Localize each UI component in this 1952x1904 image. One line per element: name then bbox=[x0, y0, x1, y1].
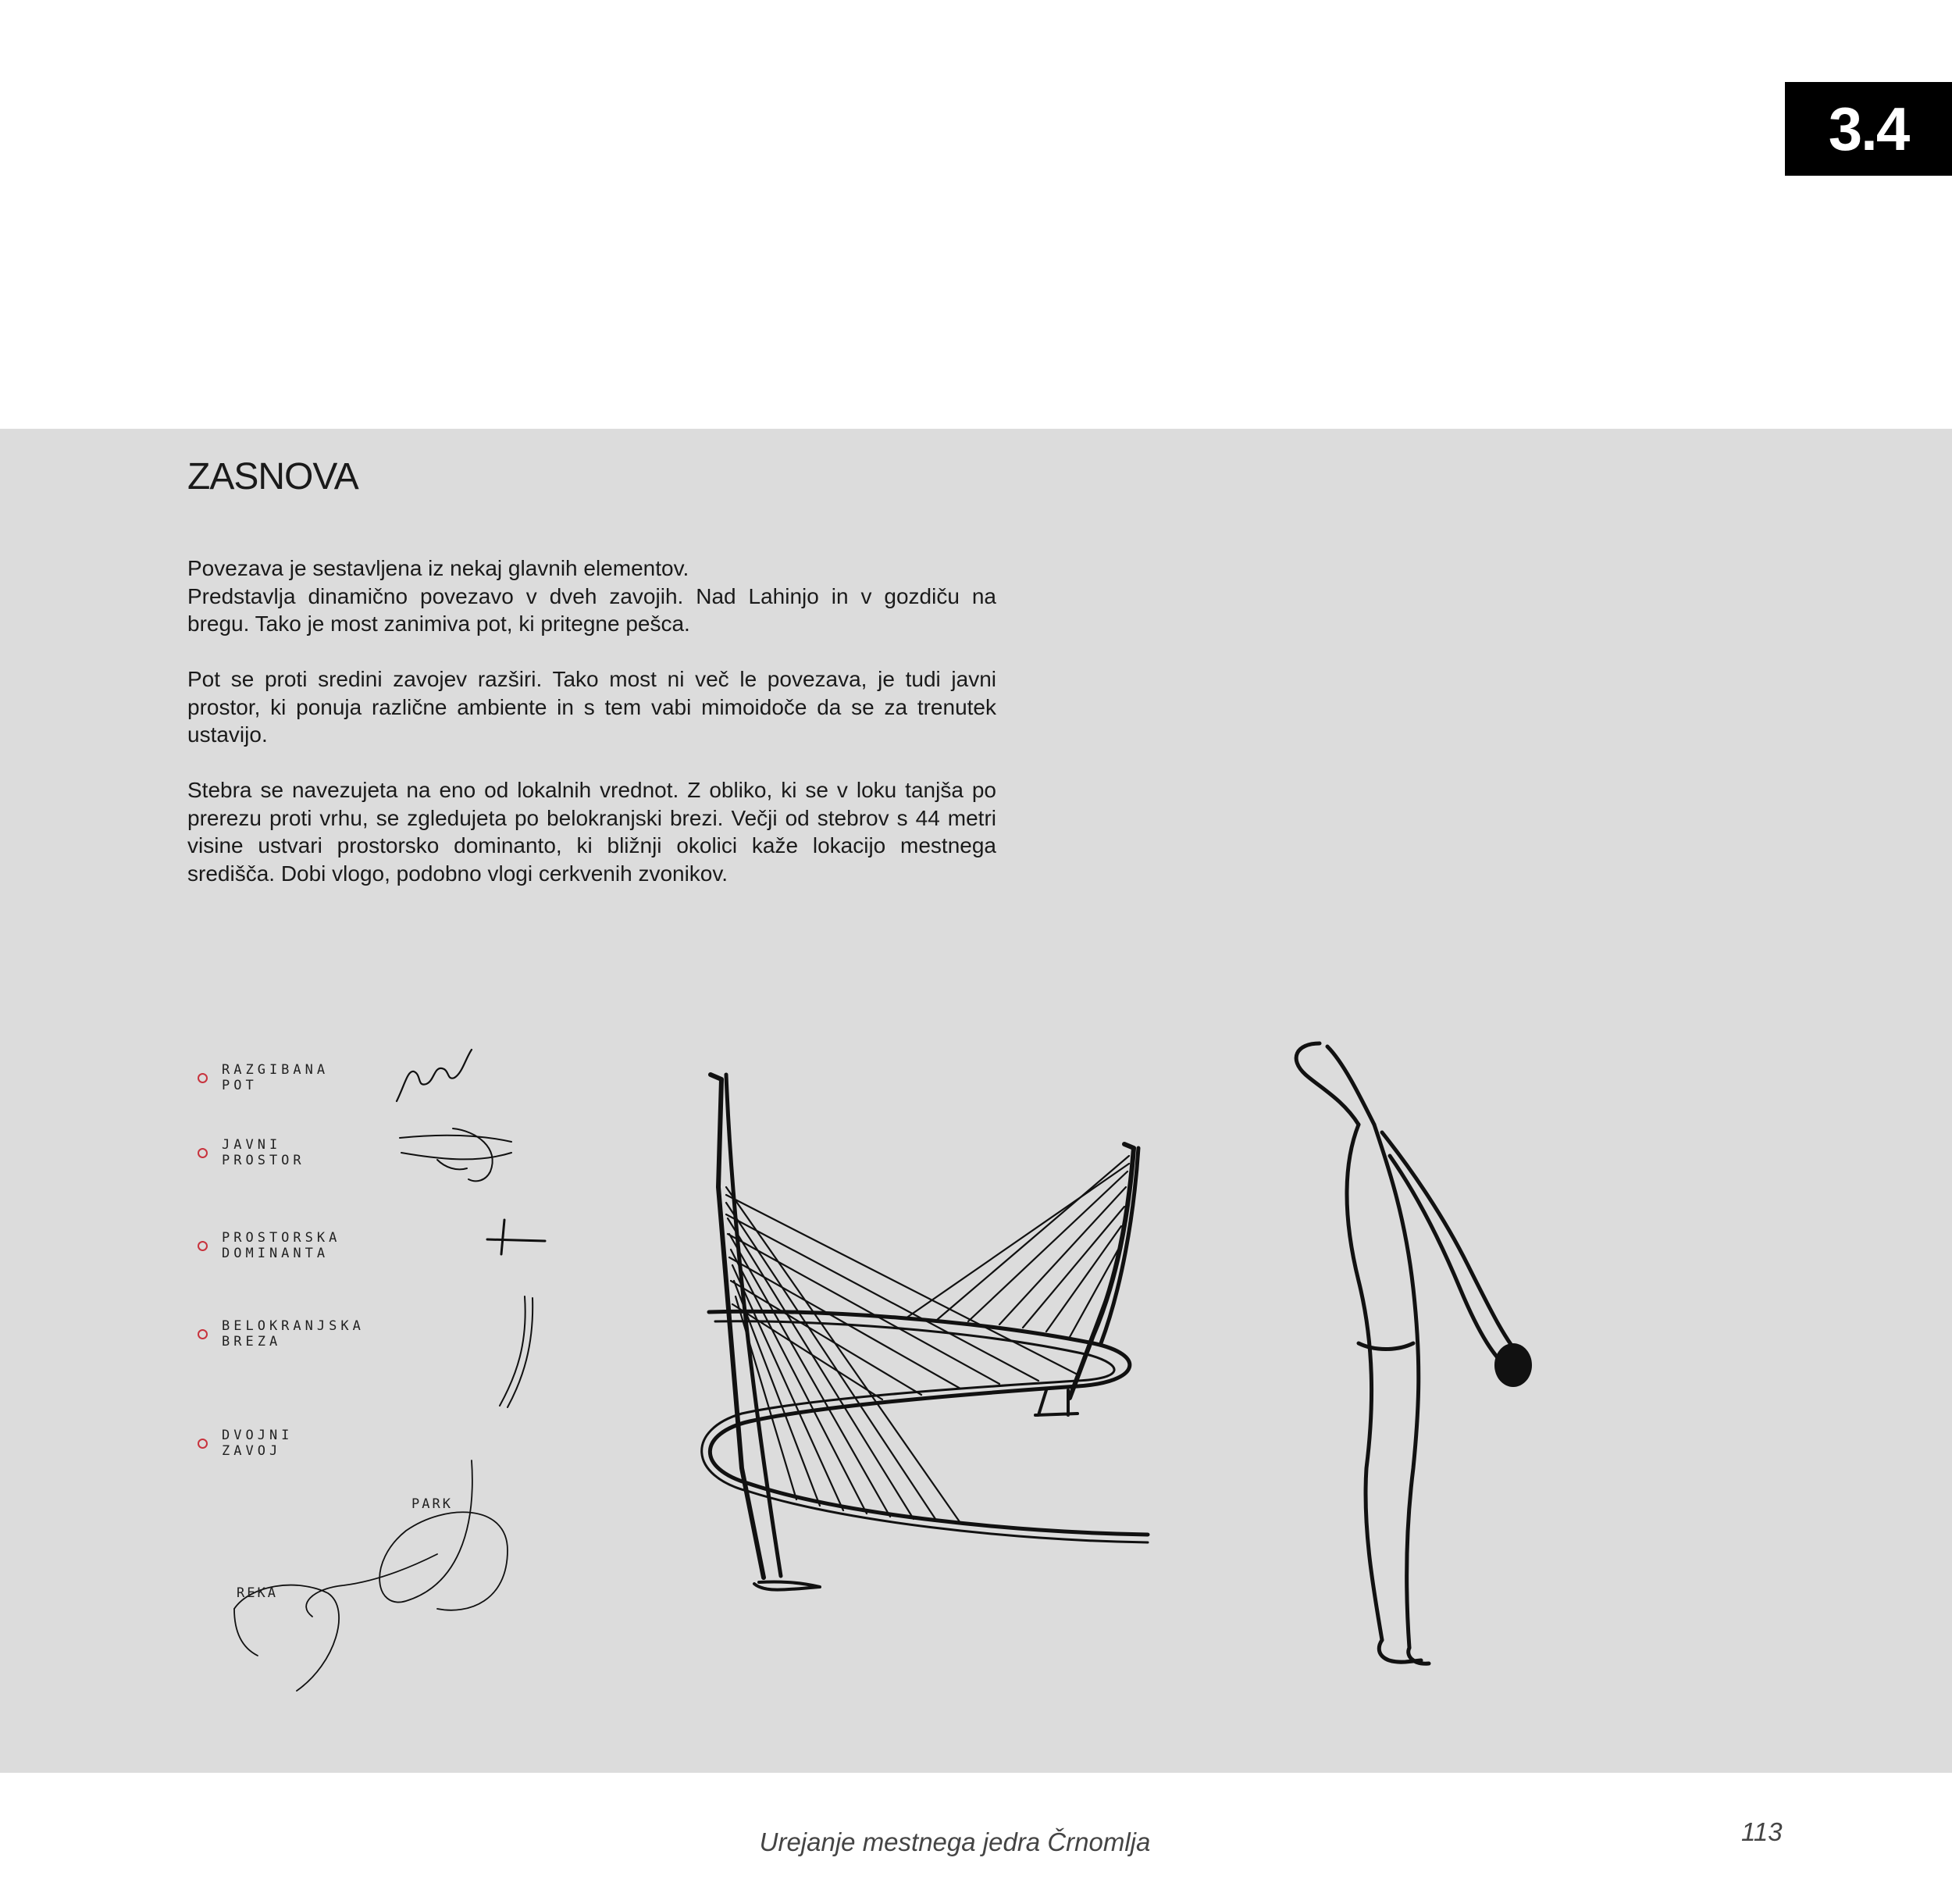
text-line: ustavijo. bbox=[187, 722, 268, 747]
legend-label: PROSTORSKA DOMINANTA bbox=[222, 1230, 341, 1261]
text-line: visine ustvari prostorsko dominanto, ki bližnji okolici kaže lokacijo mestnega bbox=[187, 833, 996, 858]
human-figure-sketch-illustration bbox=[1296, 1043, 1523, 1663]
text-line: Povezava je sestavljena iz nekaj glavnih elementov. bbox=[187, 556, 689, 580]
page-title: ZASNOVA bbox=[187, 456, 358, 497]
legend-label: JAVNI PROSTOR bbox=[222, 1137, 305, 1168]
text-line: prerezu proti vrhu, se zgledujeta po belokranjski brezi. Večji od stebrov s 44 metri bbox=[187, 805, 996, 830]
birch-lines-icon bbox=[500, 1296, 533, 1407]
bridge-sketch-illustration bbox=[702, 1075, 1148, 1590]
map-label-park: PARK bbox=[411, 1496, 453, 1512]
widening-path-icon bbox=[400, 1128, 511, 1181]
page-number: 113 bbox=[1741, 1817, 1783, 1846]
text-line: središča. Dobi vlogo, podobno vlogi cerkvenih zvonikov. bbox=[187, 861, 728, 886]
legend-label: RAZGIBANA POT bbox=[222, 1062, 329, 1093]
squiggle-icon bbox=[397, 1050, 472, 1101]
legend-label: DVOJNI ZAVOJ bbox=[222, 1428, 294, 1459]
map-label-reka: REKA bbox=[237, 1585, 278, 1601]
footer-document-title: Urejanje mestnega jedra Črnomlja bbox=[759, 1827, 1151, 1856]
text-line: Pot se proti sredini zavojev razširi. Tako most ni več le povezava, je tudi javni bbox=[187, 667, 996, 691]
figure-fist-icon bbox=[1494, 1343, 1532, 1387]
double-curve-map-icon bbox=[234, 1460, 508, 1691]
text-line: bregu. Tako je most zanimiva pot, ki pritegne pešca. bbox=[187, 611, 690, 636]
section-number-badge: 3.4 bbox=[1785, 82, 1952, 176]
text-line: Predstavlja dinamično povezavo v dveh zavojih. Nad Lahinjo in v gozdiču na bbox=[187, 583, 996, 608]
cross-icon bbox=[487, 1220, 545, 1254]
text-line: Stebra se navezujeta na eno od lokalnih vrednot. Z obliko, ki se v loku tanjša po bbox=[187, 778, 996, 802]
text-line: prostor, ki ponuja različne ambiente in s tem vabi mimoidoče da se za trenutek bbox=[187, 694, 996, 719]
legend-label: BELOKRANJSKA BREZA bbox=[222, 1318, 365, 1350]
